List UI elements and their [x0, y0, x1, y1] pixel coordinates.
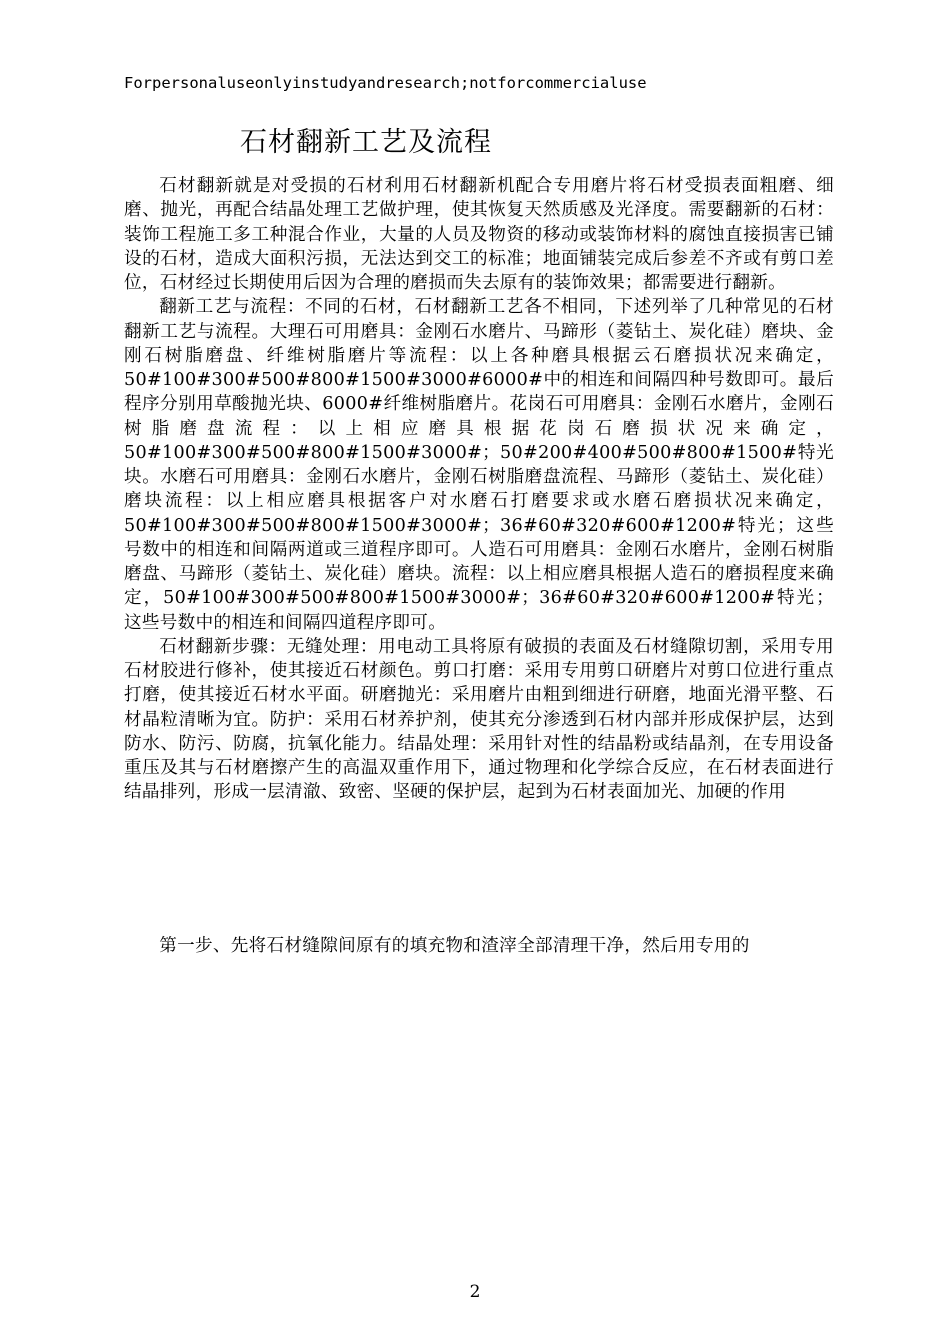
intro-paragraph: 石材翻新就是对受损的石材利用石材翻新机配合专用磨片将石材受损表面粗磨、细磨、抛光，再配合结晶处理工艺做护理，使其恢复天然质感及光泽度。需要翻新的石材：装饰工程施工多工种混合作业，大量的人员及物资的移动或装饰材料的腐蚀直接损害已铺设的石材，造成大面积污损，无法达到交工的标准；地面铺装完成后参差不齐或有剪口差位，石材经过长期使用后因为合理的磨损而失去原有的装饰效果；都需要进行翻新。 — [124, 176, 834, 293]
page-number: 2 — [469, 1282, 481, 1302]
step-one-paragraph: 第一步、先将石材缝隙间原有的填充物和渣滓全部清理干净，然后用专用的 — [159, 936, 750, 956]
document-title: 石材翻新工艺及流程 — [240, 127, 492, 158]
steps-paragraph: 石材翻新步骤：无缝处理：用电动工具将原有破损的表面及石材缝隙切割，采用专用石材胶进行修补，使其接近石材颜色。剪口打磨：采用专用剪口研磨片对剪口位进行重点打磨，使其接近石材水平面。研磨抛光：采用磨片由粗到细进行研磨，地面光滑平整、石材晶粒清晰为宜。防护：采用石材养护剂，使其充分渗透到石材内部并形成保护层，达到防水、防污、防腐，抗氧化能力。结晶处理：采用针对性的结晶粉或结晶剂，在专用设备重压及其与石材磨擦产生的高温双重作用下，通过物理和化学综合反应，在石材表面进行结晶排列，形成一层清澈、致密、坚硬的保护层，起到为石材表面加光、加硬的作用 — [124, 636, 834, 803]
document-body — [124, 174, 834, 805]
process-paragraph: 翻新工艺与流程：不同的石材，石材翻新工艺各不相同，下述列举了几种常见的石材翻新工艺与流程。大理石可用磨具：金刚石水磨片、马蹄形（菱钻土、炭化硅）磨块、金刚石树脂磨盘、纤维树脂磨片等流程：以上各种磨具根据云石磨损状况来确定，50#100#300#500#800#1500#3000#6000#中的相连和间隔四种号数即可。最后程序分别用草酸抛光块、6000#纤维树脂磨片。花岗石可用磨具：金刚石水磨片，金刚石树脂磨盘流程：以上相应磨具根据花岗石磨损状况来确定，50#100#300#500#800#1500#3000#；50#200#400#500#800#1500#特光块。水磨石可用磨具：金刚石水磨片，金刚石树脂磨盘流程、马蹄形（菱钻土、炭化硅）磨块流程：以上相应磨具根据客户对水磨石打磨要求或水磨石磨损状况来确定，50#100#300#500#800#1500#3000#；36#60#320#600#1200#特光；这些号数中的相连和间隔两道或三道程序即可。人造石可用磨具：金刚石水磨片，金刚石树脂磨盘、马蹄形（菱钻土、炭化硅）磨块。流程：以上相应磨具根据人造石的磨损程度来确定，50#100#300#500#800#1500#3000#；36#60#320#600#1200#特光；这些号数中的相连和间隔四道程序即可。 — [124, 297, 834, 633]
usage-notice: Forpersonaluseonlyinstudyandresearch;notforcommercialuse — [124, 74, 647, 92]
